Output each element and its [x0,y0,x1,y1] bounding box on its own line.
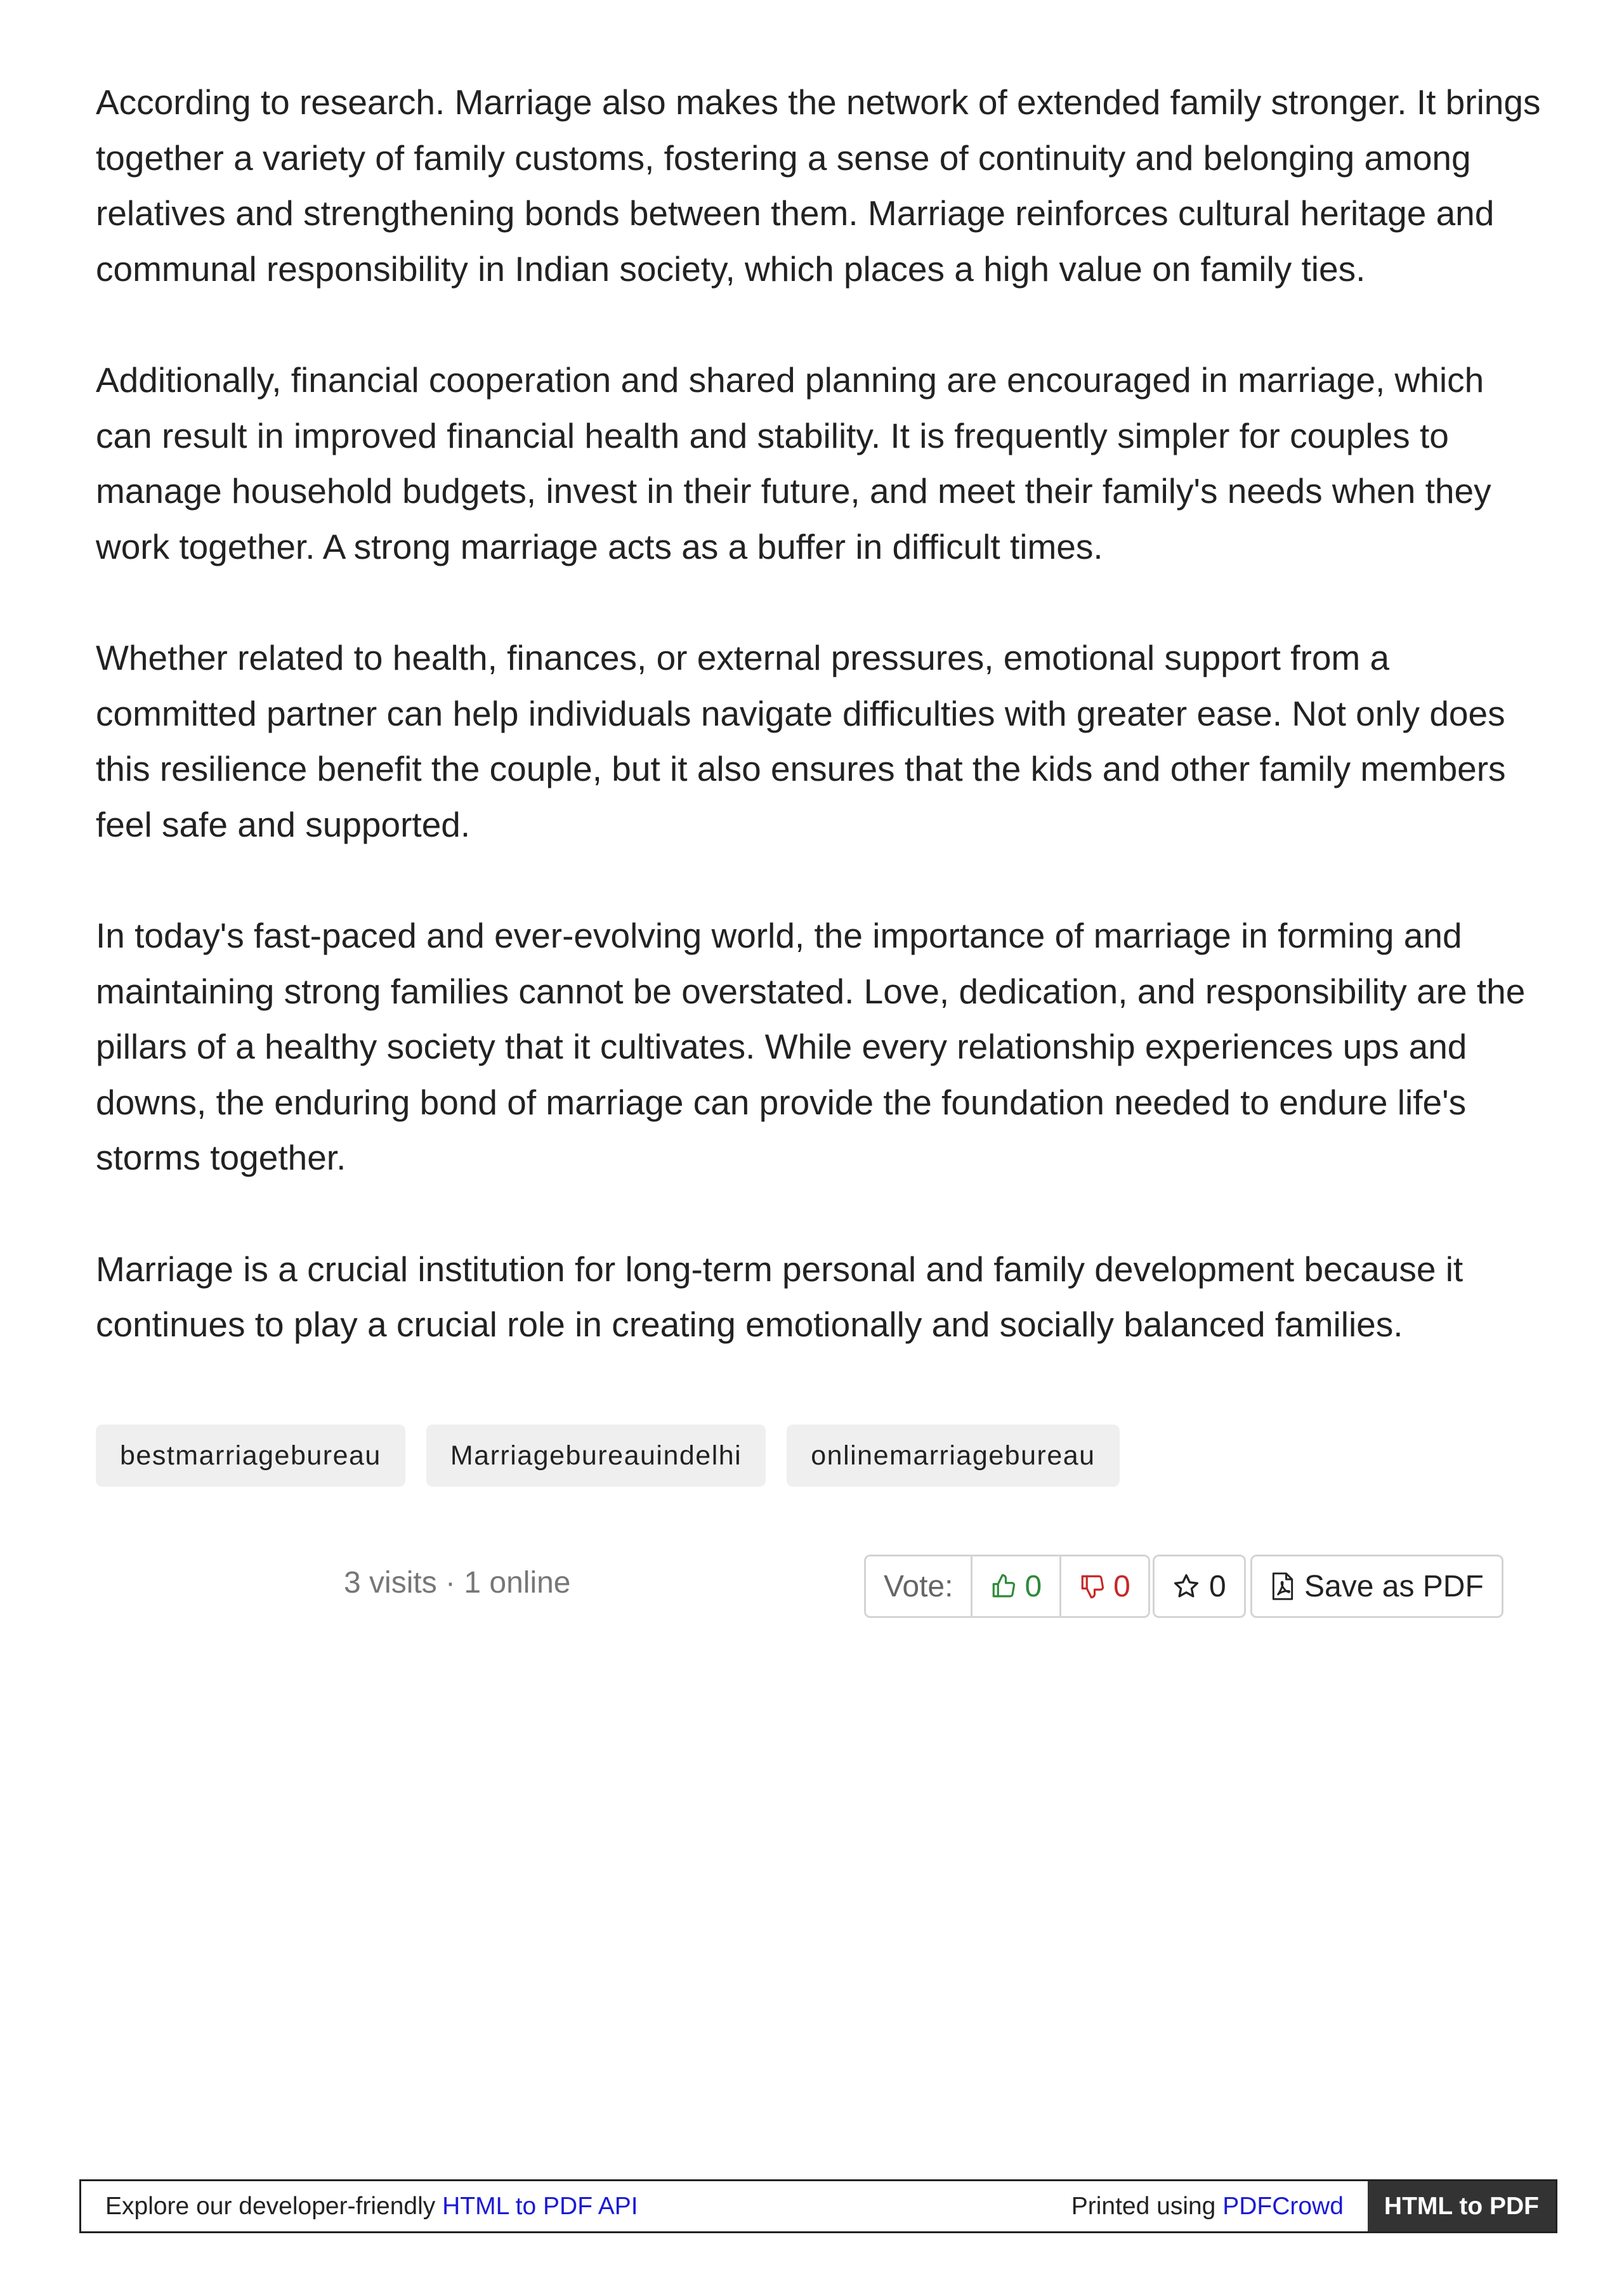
footer-right [1071,2193,1368,2221]
footer-left-text: Explore our developer-friendly [105,2192,443,2220]
footer-right-text: Printed using [1071,2192,1223,2220]
html-to-pdf-badge[interactable]: HTML to PDF [1368,2181,1555,2231]
upvote-button[interactable] [971,1556,1059,1616]
article-paragraph-3: Whether related to health, finances, or external pressures, emotional support from a committed partner can help individuals navigate difficulties with greater ease. Not only does this resilience benefit the couple, but it also ensures that the kids and other family members feel safe and supported. [96,638,1506,844]
vote-group [864,1555,1150,1618]
html-to-pdf-api-link[interactable]: HTML to PDF API [442,2192,638,2220]
article-paragraph-4: In today's fast-paced and ever-evolving world, the importance of marriage in forming and maintaining strong families cannot be overstated. Love, dedication, and responsibility are the pillars of a healthy society that it cultivates. While every relationship experiences ups and downs, the enduring bond of marriage can provide the foundation needed to endure life's storms together. [96,916,1526,1177]
downvote-count: 0 [1113,1569,1130,1603]
vote-label: Vote: [884,1569,953,1603]
favorite-button[interactable] [1153,1555,1246,1618]
article-paragraph-1: According to research. Marriage also makes the network of extended family stronger. It brings together a variety of family customs, fostering a sense of continuity and belonging among relatives and strengthening bonds between them. Marriage reinforces cultural heritage and communal responsibility in Indian society, which places a high value on family ties. [96,82,1541,289]
article-body [96,75,1542,1409]
footer-left [81,2193,1071,2221]
tag-list [96,1425,1120,1487]
favorite-count: 0 [1209,1569,1226,1603]
thumbs-up-icon [990,1573,1017,1600]
save-as-pdf-button[interactable] [1250,1555,1503,1618]
downvote-button[interactable] [1059,1556,1148,1616]
save-as-pdf-label: Save as PDF [1304,1569,1484,1603]
tag-onlinemarriagebureau[interactable]: onlinemarriagebureau [787,1425,1119,1487]
article-paragraph-2: Additionally, financial cooperation and shared planning are encouraged in marriage, which can result in improved financial health and stability. It is frequently simpler for couples to manage household budgets, invest in their future, and meet their family's needs when they work together. A strong marriage acts as a buffer in difficult times. [96,360,1491,566]
tag-bestmarriagebureau[interactable]: bestmarriagebureau [96,1425,405,1487]
article-paragraph-5: Marriage is a crucial institution for long-term personal and family development because it continues to play a crucial role in creating emotionally and socially balanced families. [96,1249,1464,1344]
thumbs-down-icon [1079,1573,1106,1600]
visit-stats: 3 visits · 1 online [344,1566,571,1600]
upvote-count: 0 [1025,1569,1042,1603]
star-icon [1172,1572,1200,1600]
pdf-file-icon [1270,1572,1295,1600]
tag-marriagebureauindelhi[interactable]: Marriagebureauindelhi [426,1425,766,1487]
pdfcrowd-link[interactable]: PDFCrowd [1222,2192,1344,2220]
pdfcrowd-footer [79,2179,1557,2233]
